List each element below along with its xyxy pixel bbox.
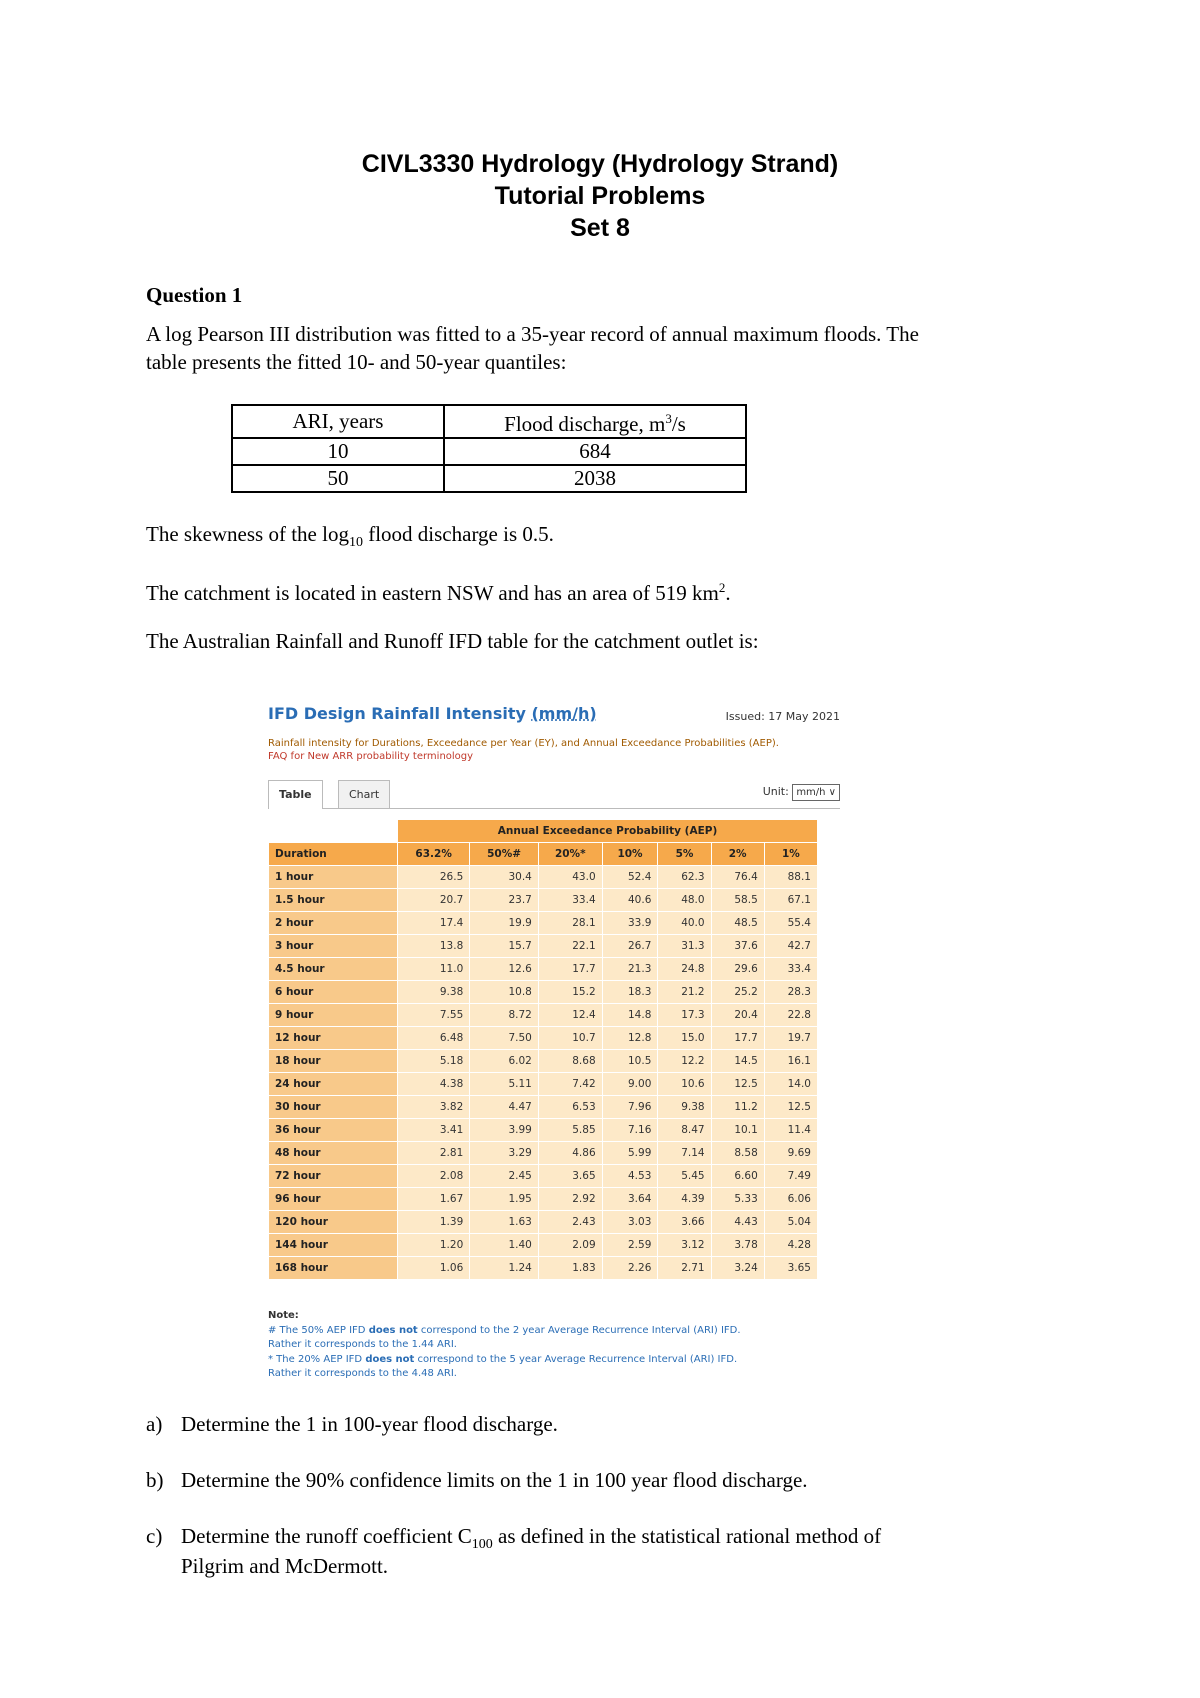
intensity-cell: 5.33 (711, 1188, 764, 1211)
intensity-cell: 19.9 (470, 912, 539, 935)
intensity-cell: 3.66 (658, 1211, 711, 1234)
intensity-cell: 3.41 (398, 1119, 470, 1142)
intensity-cell: 8.68 (538, 1050, 602, 1073)
intensity-cell: 6.02 (470, 1050, 539, 1073)
note-title: Note: (268, 1310, 299, 1321)
note2-bold: does not (365, 1353, 415, 1365)
table-row (269, 1027, 818, 1050)
ifd-tabs (268, 780, 840, 809)
intensity-cell: 1.67 (398, 1188, 470, 1211)
tab-table[interactable]: Table (268, 780, 323, 809)
ifd-table (268, 819, 818, 1280)
intensity-cell: 62.3 (658, 866, 711, 889)
table-row (269, 912, 818, 935)
intensity-cell: 29.6 (711, 958, 764, 981)
intensity-cell: 9.69 (764, 1142, 817, 1165)
ifd-notes (268, 1309, 741, 1382)
intensity-cell: 2.71 (658, 1257, 711, 1280)
intensity-cell: 2.92 (538, 1188, 602, 1211)
table-row (269, 1004, 818, 1027)
intensity-cell: 21.3 (602, 958, 658, 981)
duration-cell: 120 hour (269, 1211, 398, 1234)
intensity-cell: 1.83 (538, 1257, 602, 1280)
intensity-cell: 1.20 (398, 1234, 470, 1257)
intensity-cell: 2.45 (470, 1165, 539, 1188)
intensity-cell: 11.4 (764, 1119, 817, 1142)
intensity-cell: 5.18 (398, 1050, 470, 1073)
intensity-cell: 15.2 (538, 981, 602, 1004)
intensity-cell: 20.4 (711, 1004, 764, 1027)
intensity-cell: 48.5 (711, 912, 764, 935)
tab-chart[interactable]: Chart (338, 780, 390, 808)
intensity-cell: 18.3 (602, 981, 658, 1004)
duration-header: Duration (269, 843, 398, 866)
intensity-cell: 20.7 (398, 889, 470, 912)
note2-pre: * The 20% AEP IFD (268, 1353, 366, 1365)
table-row (269, 1188, 818, 1211)
ifd-faq-link[interactable]: FAQ for New ARR probability terminology (268, 751, 474, 762)
intensity-cell: 10.5 (602, 1050, 658, 1073)
doc-title-line1: CIVL3330 Hydrology (Hydrology Strand) (361, 150, 839, 178)
intensity-cell: 11.2 (711, 1096, 764, 1119)
catch-pre: The catchment is located in eastern NSW and has an area of 519 km (146, 581, 719, 605)
table-row (269, 1073, 818, 1096)
intensity-cell: 5.99 (602, 1142, 658, 1165)
aep-column-header: 63.2% (398, 843, 470, 866)
duration-cell: 72 hour (269, 1165, 398, 1188)
intensity-cell: 58.5 (711, 889, 764, 912)
intensity-cell: 2.26 (602, 1257, 658, 1280)
part-c-line2-text: Pilgrim and McDermott. (181, 1554, 389, 1578)
intensity-cell: 6.48 (398, 1027, 470, 1050)
intensity-cell: 28.3 (764, 981, 817, 1004)
intensity-cell: 7.96 (602, 1096, 658, 1119)
intensity-cell: 26.5 (398, 866, 470, 889)
intensity-cell: 22.1 (538, 935, 602, 958)
ifd-intro: The Australian Rainfall and Runoff IFD table for the catchment outlet is: (146, 629, 759, 653)
discharge-header-text: Flood discharge, m (504, 412, 666, 436)
ifd-title (268, 704, 597, 723)
table-row (269, 1096, 818, 1119)
intensity-cell: 5.85 (538, 1119, 602, 1142)
intensity-cell: 12.8 (602, 1027, 658, 1050)
note2 (268, 1353, 741, 1368)
intensity-cell: 4.28 (764, 1234, 817, 1257)
skew-pre: The skewness of the log (146, 522, 349, 546)
aep-group-header: Annual Exceedance Probability (AEP) (398, 820, 818, 843)
intensity-cell: 28.1 (538, 912, 602, 935)
duration-cell: 4.5 hour (269, 958, 398, 981)
intensity-cell: 24.8 (658, 958, 711, 981)
ifd-issued-date: Issued: 17 May 2021 (725, 710, 840, 723)
intensity-cell: 12.2 (658, 1050, 711, 1073)
table-row (269, 866, 818, 889)
intensity-cell: 2.09 (538, 1234, 602, 1257)
ifd-title-unit: (mm/h) (531, 704, 597, 723)
duration-cell: 12 hour (269, 1027, 398, 1050)
note1-post: correspond to the 2 year Average Recurrence Interval (ARI) IFD. (417, 1324, 741, 1336)
intensity-cell: 31.3 (658, 935, 711, 958)
intensity-cell: 4.43 (711, 1211, 764, 1234)
duration-cell: 18 hour (269, 1050, 398, 1073)
part-c-line2 (146, 1552, 388, 1580)
intensity-cell: 15.7 (470, 935, 539, 958)
skewness-text (146, 520, 554, 557)
intensity-cell: 42.7 (764, 935, 817, 958)
duration-cell: 9 hour (269, 1004, 398, 1027)
intensity-cell: 4.39 (658, 1188, 711, 1211)
intensity-cell: 9.38 (398, 981, 470, 1004)
part-b-label: b) (146, 1468, 164, 1492)
intensity-cell: 3.65 (764, 1257, 817, 1280)
duration-cell: 24 hour (269, 1073, 398, 1096)
intensity-cell: 7.14 (658, 1142, 711, 1165)
skew-sub: 10 (348, 535, 363, 551)
part-a-text: Determine the 1 in 100-year flood discharge. (181, 1412, 558, 1436)
intensity-cell: 33.9 (602, 912, 658, 935)
aep-column-header: 2% (711, 843, 764, 866)
table-row (269, 1119, 818, 1142)
intensity-cell: 52.4 (602, 866, 658, 889)
intensity-cell: 2.43 (538, 1211, 602, 1234)
ari-table-header (232, 405, 746, 438)
intensity-cell: 55.4 (764, 912, 817, 935)
intensity-cell: 5.04 (764, 1211, 817, 1234)
intensity-cell: 13.8 (398, 935, 470, 958)
intensity-cell: 5.11 (470, 1073, 539, 1096)
intensity-cell: 10.7 (538, 1027, 602, 1050)
table-row (269, 958, 818, 981)
table-row (269, 889, 818, 912)
table-row (269, 1211, 818, 1234)
table-row (269, 1234, 818, 1257)
ifd-description: Rainfall intensity for Durations, Exceedance per Year (EY), and Annual Exceedance Probabilities (AEP). (268, 738, 779, 749)
duration-cell: 6 hour (269, 981, 398, 1004)
intensity-cell: 1.39 (398, 1211, 470, 1234)
discharge-cell: 684 (444, 438, 746, 465)
intensity-cell: 3.64 (602, 1188, 658, 1211)
intensity-cell: 76.4 (711, 866, 764, 889)
aep-column-header: 20%* (538, 843, 602, 866)
intensity-cell: 88.1 (764, 866, 817, 889)
intensity-cell: 17.7 (711, 1027, 764, 1050)
part-c-text-post: as defined in the statistical rational method of (492, 1524, 882, 1548)
note2-line2: Rather it corresponds to the 4.48 ARI. (268, 1368, 457, 1379)
part-c-label: c) (146, 1524, 163, 1548)
intensity-cell: 3.29 (470, 1142, 539, 1165)
intensity-cell: 6.60 (711, 1165, 764, 1188)
duration-cell: 48 hour (269, 1142, 398, 1165)
intensity-cell: 7.42 (538, 1073, 602, 1096)
table-row (269, 935, 818, 958)
note1-line2: Rather it corresponds to the 1.44 ARI. (268, 1339, 457, 1350)
ari-table (231, 404, 747, 493)
doc-title-line3: Set 8 (570, 214, 630, 242)
intensity-cell: 25.2 (711, 981, 764, 1004)
part-b (146, 1466, 808, 1494)
table-row (269, 981, 818, 1004)
intensity-cell: 6.06 (764, 1188, 817, 1211)
question-heading: Question 1 (146, 283, 243, 307)
intensity-cell: 3.12 (658, 1234, 711, 1257)
table-row (269, 1165, 818, 1188)
unit-dropdown[interactable]: mm/h ∨ (792, 784, 840, 801)
intensity-cell: 6.53 (538, 1096, 602, 1119)
intensity-cell: 3.24 (711, 1257, 764, 1280)
intensity-cell: 30.4 (470, 866, 539, 889)
intensity-cell: 12.4 (538, 1004, 602, 1027)
skew-post: flood discharge is 0.5. (362, 522, 554, 546)
catchment-text (146, 574, 731, 607)
intensity-cell: 8.47 (658, 1119, 711, 1142)
ifd-column-header-row (269, 843, 818, 866)
intensity-cell: 1.95 (470, 1188, 539, 1211)
duration-cell: 168 hour (269, 1257, 398, 1280)
intensity-cell: 4.53 (602, 1165, 658, 1188)
intro-line2: table presents the fitted 10- and 50-year quantiles: (146, 350, 567, 374)
duration-cell: 3 hour (269, 935, 398, 958)
table-row (269, 1257, 818, 1280)
intensity-cell: 14.0 (764, 1073, 817, 1096)
ari-header: ARI, years (232, 405, 444, 438)
table-row (269, 1050, 818, 1073)
intensity-cell: 14.5 (711, 1050, 764, 1073)
note1 (268, 1324, 741, 1339)
unit-selector (763, 784, 840, 801)
aep-column-header: 50%# (470, 843, 539, 866)
aep-column-header: 10% (602, 843, 658, 866)
intensity-cell: 8.72 (470, 1004, 539, 1027)
intensity-cell: 40.0 (658, 912, 711, 935)
intensity-cell: 43.0 (538, 866, 602, 889)
intensity-cell: 7.50 (470, 1027, 539, 1050)
intensity-cell: 17.4 (398, 912, 470, 935)
note1-pre: # The 50% AEP IFD (268, 1324, 369, 1336)
intensity-cell: 12.6 (470, 958, 539, 981)
part-b-text: Determine the 90% confidence limits on the 1 in 100 year flood discharge. (181, 1468, 808, 1492)
ari-cell: 50 (232, 465, 444, 492)
intensity-cell: 7.49 (764, 1165, 817, 1188)
intensity-cell: 8.58 (711, 1142, 764, 1165)
duration-cell: 1.5 hour (269, 889, 398, 912)
intensity-cell: 14.8 (602, 1004, 658, 1027)
intensity-cell: 1.40 (470, 1234, 539, 1257)
ari-cell: 10 (232, 438, 444, 465)
intensity-cell: 33.4 (538, 889, 602, 912)
duration-cell: 144 hour (269, 1234, 398, 1257)
part-c-text-pre: Determine the runoff coefficient C (181, 1524, 472, 1548)
intensity-cell: 2.59 (602, 1234, 658, 1257)
intensity-cell: 3.82 (398, 1096, 470, 1119)
intensity-cell: 3.78 (711, 1234, 764, 1257)
discharge-header (444, 405, 746, 438)
intensity-cell: 9.00 (602, 1073, 658, 1096)
ifd-title-text: IFD Design Rainfall Intensity (268, 704, 532, 723)
ifd-data-table (268, 819, 818, 1280)
intro-line1: A log Pearson III distribution was fitted to a 35-year record of annual maximum floods. The (146, 322, 919, 346)
table-row (232, 438, 746, 465)
intensity-cell: 12.5 (711, 1073, 764, 1096)
catch-sup: 2 (718, 580, 726, 595)
intensity-cell: 10.6 (658, 1073, 711, 1096)
duration-cell: 2 hour (269, 912, 398, 935)
intensity-cell: 4.86 (538, 1142, 602, 1165)
part-a (146, 1410, 558, 1438)
catch-post: . (725, 581, 731, 605)
intensity-cell: 2.08 (398, 1165, 470, 1188)
part-c-sub: 100 (471, 1537, 493, 1553)
aep-column-header: 1% (764, 843, 817, 866)
intensity-cell: 1.24 (470, 1257, 539, 1280)
intensity-cell: 21.2 (658, 981, 711, 1004)
intensity-cell: 11.0 (398, 958, 470, 981)
intensity-cell: 3.99 (470, 1119, 539, 1142)
intensity-cell: 4.38 (398, 1073, 470, 1096)
discharge-cell: 2038 (444, 465, 746, 492)
note2-post: correspond to the 5 year Average Recurrence Interval (ARI) IFD. (414, 1353, 738, 1365)
intensity-cell: 7.16 (602, 1119, 658, 1142)
duration-cell: 36 hour (269, 1119, 398, 1142)
intensity-cell: 2.81 (398, 1142, 470, 1165)
intensity-cell: 17.7 (538, 958, 602, 981)
intensity-cell: 22.8 (764, 1004, 817, 1027)
note1-bold: does not (368, 1324, 418, 1336)
intensity-cell: 10.8 (470, 981, 539, 1004)
intensity-cell: 19.7 (764, 1027, 817, 1050)
intensity-cell: 40.6 (602, 889, 658, 912)
intensity-cell: 37.6 (711, 935, 764, 958)
ifd-group-header-row (269, 820, 818, 843)
intensity-cell: 1.63 (470, 1211, 539, 1234)
aep-column-header: 5% (658, 843, 711, 866)
table-row (232, 465, 746, 492)
intensity-cell: 26.7 (602, 935, 658, 958)
doc-title-line2: Tutorial Problems (494, 182, 706, 210)
intensity-cell: 33.4 (764, 958, 817, 981)
unit-label: Unit: (762, 785, 789, 798)
duration-cell: 96 hour (269, 1188, 398, 1211)
discharge-header-unit: /s (671, 412, 686, 436)
intensity-cell: 9.38 (658, 1096, 711, 1119)
discharge-header-sup: 3 (665, 411, 672, 426)
duration-cell: 30 hour (269, 1096, 398, 1119)
ifd-corner-cell (269, 820, 398, 843)
intensity-cell: 16.1 (764, 1050, 817, 1073)
part-a-label: a) (146, 1412, 163, 1436)
intensity-cell: 3.03 (602, 1211, 658, 1234)
intensity-cell: 67.1 (764, 889, 817, 912)
intensity-cell: 5.45 (658, 1165, 711, 1188)
intensity-cell: 15.0 (658, 1027, 711, 1050)
intensity-cell: 1.06 (398, 1257, 470, 1280)
intensity-cell: 48.0 (658, 889, 711, 912)
intensity-cell: 3.65 (538, 1165, 602, 1188)
intensity-cell: 12.5 (764, 1096, 817, 1119)
duration-cell: 1 hour (269, 866, 398, 889)
intensity-cell: 17.3 (658, 1004, 711, 1027)
intensity-cell: 7.55 (398, 1004, 470, 1027)
intensity-cell: 23.7 (470, 889, 539, 912)
table-row (269, 1142, 818, 1165)
intensity-cell: 4.47 (470, 1096, 539, 1119)
intensity-cell: 10.1 (711, 1119, 764, 1142)
